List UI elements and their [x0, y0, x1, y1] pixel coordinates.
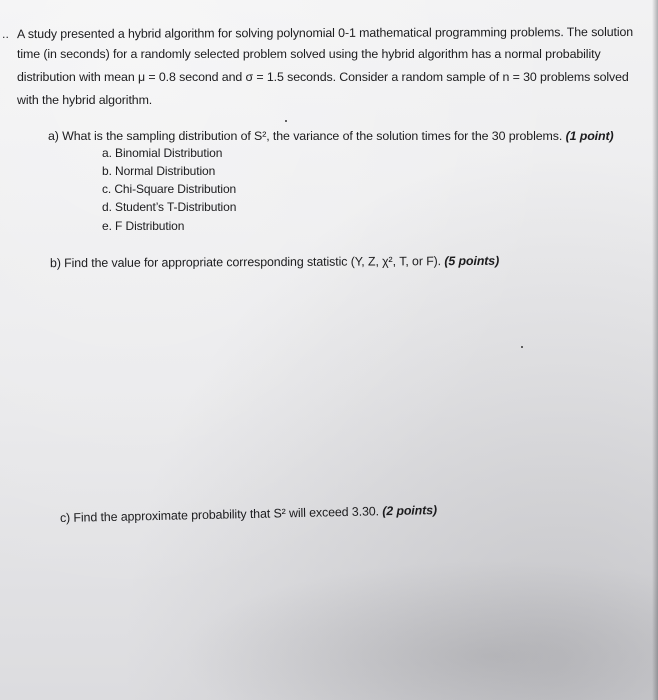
- paper-edge-shadow: [652, 0, 658, 700]
- question-number-marker: ..: [2, 27, 9, 41]
- problem-intro-line-1: A study presented a hybrid algorithm for solving polynomial 0-1 mathematical programming problems. The solution: [16, 24, 634, 42]
- part-a-question-text: a) What is the sampling distribution of S², the variance of the solution times for the 30 problems.: [48, 129, 563, 143]
- part-c-question-text: c) Find the approximate probability that S² will exceed 3.30.: [59, 504, 380, 525]
- pen-mark: [285, 120, 287, 122]
- part-c-points: (2 points): [382, 503, 438, 519]
- paper-shadow: [180, 560, 658, 700]
- problem-intro-line-3: distribution with mean μ = 0.8 second and σ = 1.5 seconds. Consider a random sample of n = 30 problems solved: [17, 70, 629, 84]
- part-a-points: (1 point): [565, 129, 614, 143]
- part-b-question: [50, 254, 499, 270]
- option-d: d. Student’s T-Distribution: [102, 200, 237, 214]
- option-c: c. Chi-Square Distribution: [102, 182, 237, 196]
- option-b: b. Normal Distribution: [102, 164, 216, 178]
- option-a: a. Binomial Distribution: [102, 146, 223, 160]
- part-c-question: [60, 503, 437, 525]
- pen-mark: [521, 346, 523, 348]
- problem-intro-line-2: time (in seconds) for a randomly selected problem solved using the hybrid algorithm has a normal probability: [17, 47, 601, 61]
- problem-intro-line-4: with the hybrid algorithm.: [17, 93, 153, 107]
- part-b-points: (5 points): [444, 253, 500, 269]
- option-e: e. F Distribution: [102, 219, 185, 233]
- part-a-question: [48, 129, 614, 143]
- part-b-question-text: b) Find the value for appropriate corresponding statistic (Y, Z, χ², T, or F).: [49, 254, 442, 271]
